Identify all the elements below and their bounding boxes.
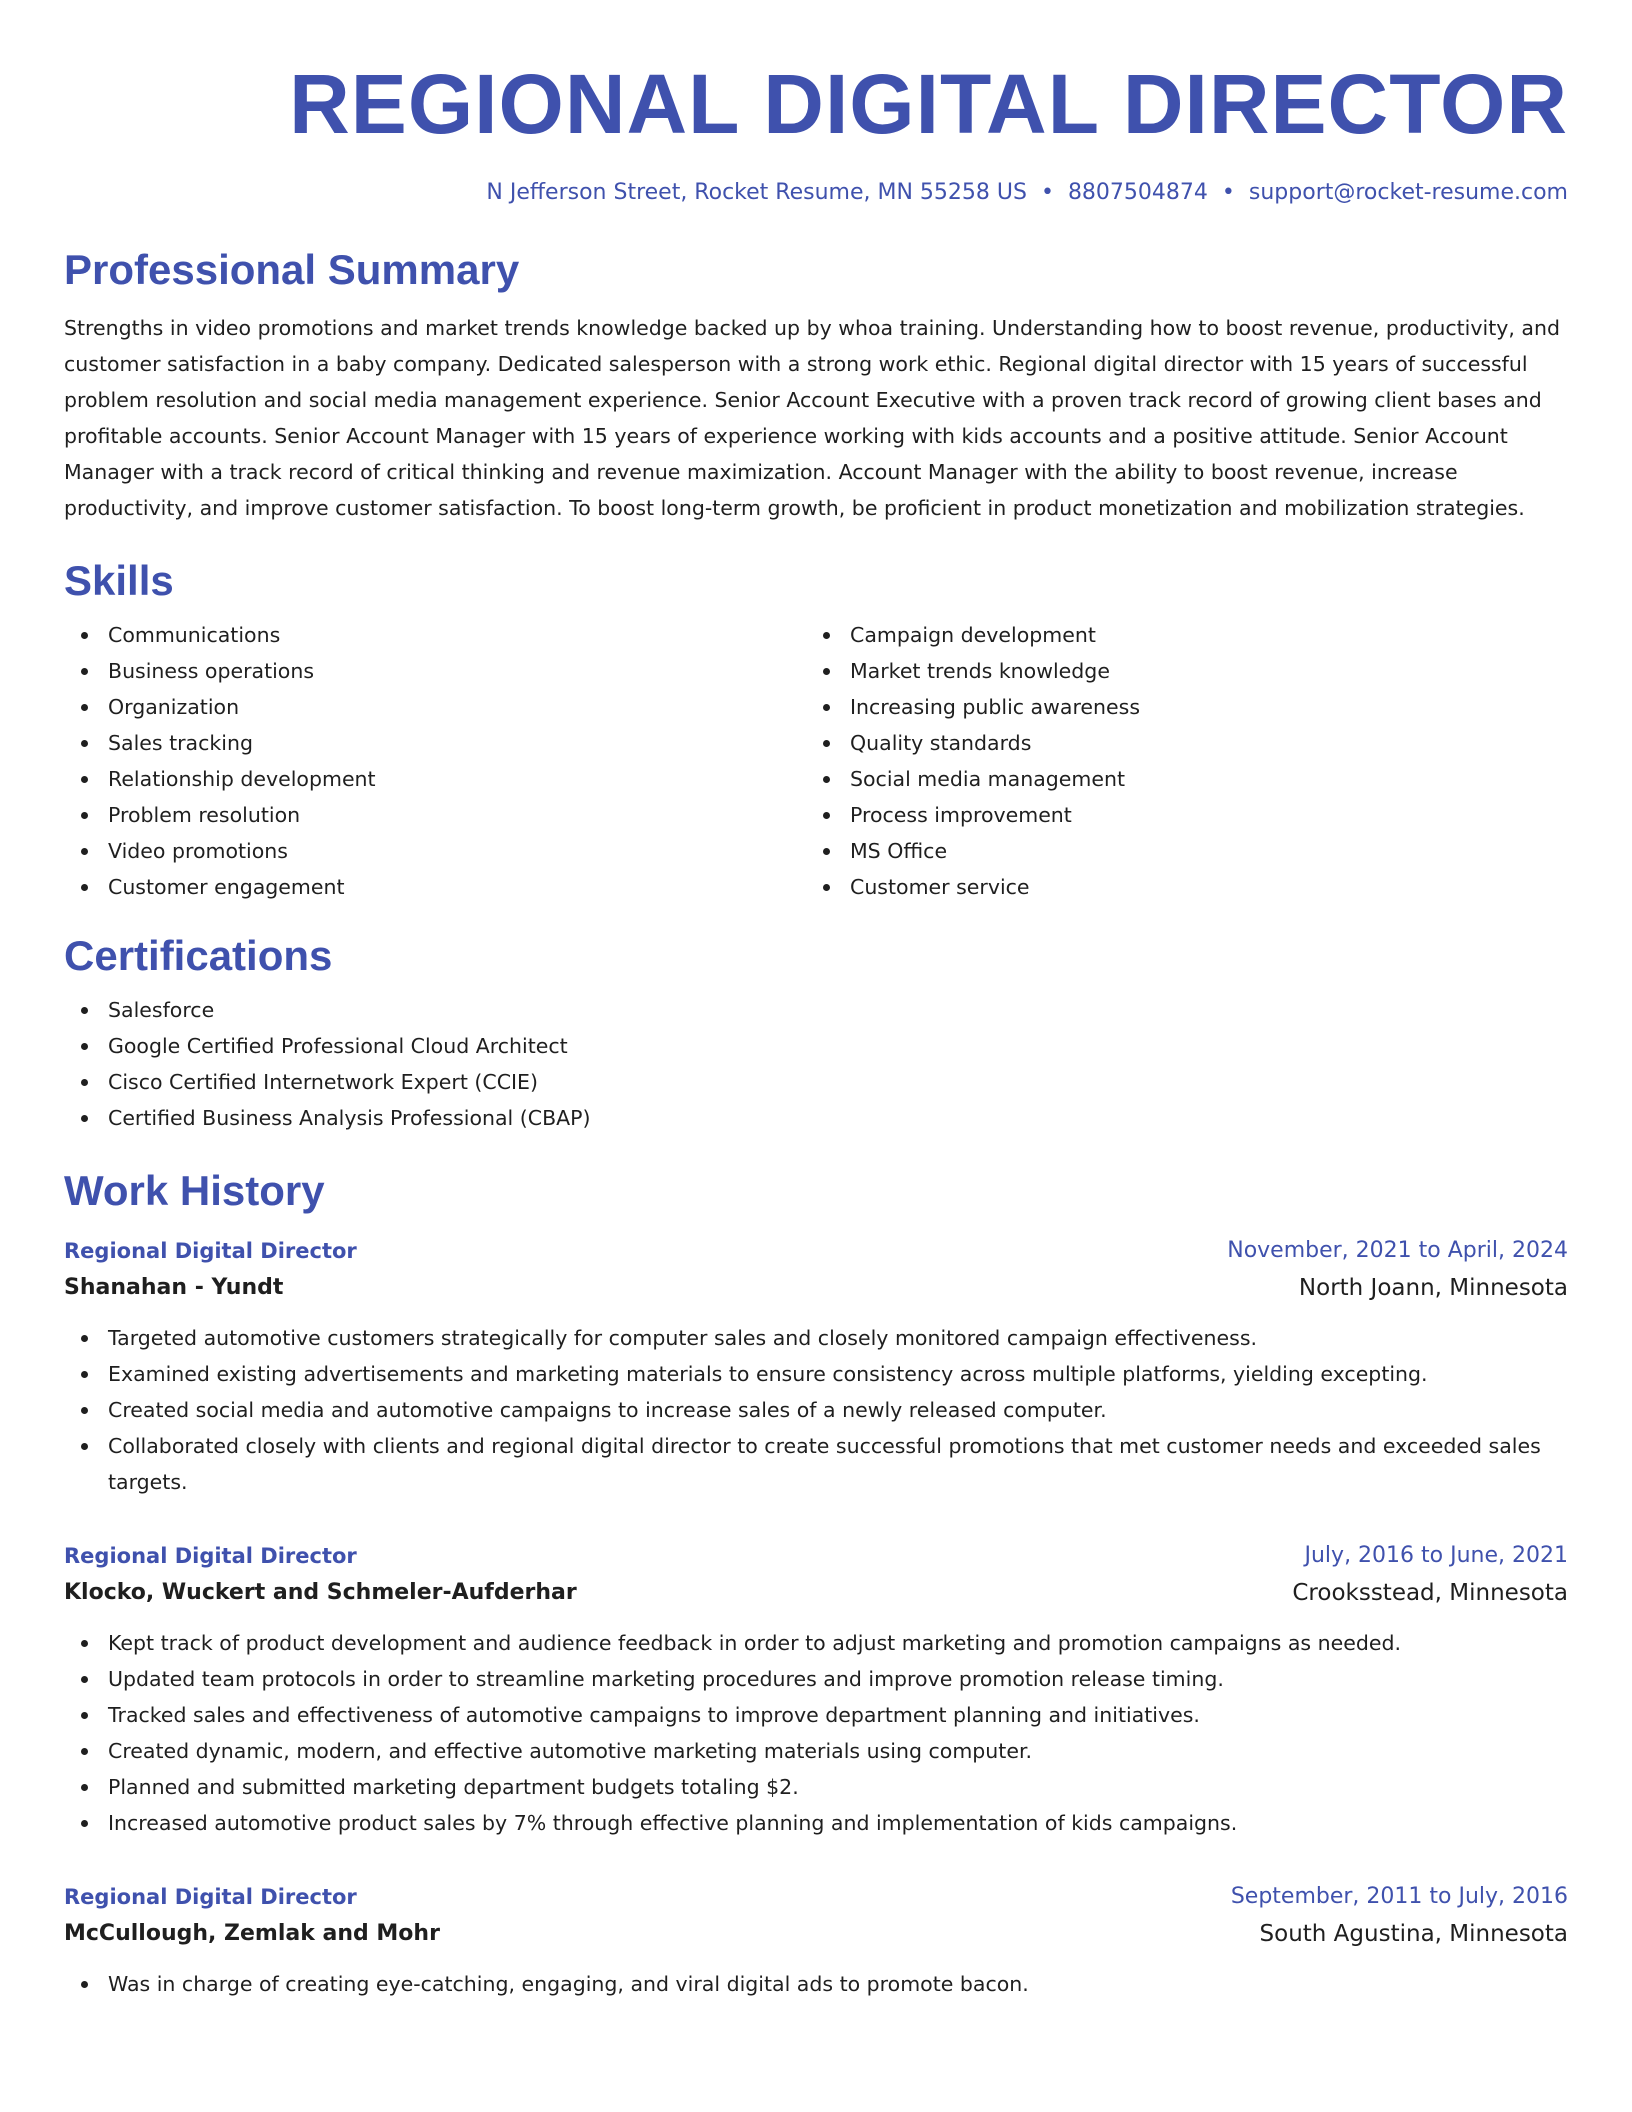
job-entry [64, 1538, 1568, 1841]
job-bullet: Created social media and automotive campaigns to increase sales of a newly released computer. [64, 1392, 1568, 1428]
skills-column-right [806, 617, 1548, 905]
summary-text: Strengths in video promotions and market trends knowledge backed up by whoa training. Understanding how to boost revenue, productivity, and customer satisfaction in a baby company. Dedicated salesperson with a strong work ethic. Regional digital director with 15 years of successful problem resolution and social media management experience. Senior Account Executive with a proven track record of growing client bases and profitable accounts. Senior Account Manager with 15 years of experience working with kids accounts and a positive attitude. Senior Account Manager with a track record of critical thinking and revenue maximization. Account Manager with the ability to boost revenue, increase productivity, and improve customer satisfaction. To boost long-term growth, be proficient in product monetization and mobilization strategies. [64, 316, 1560, 520]
separator-dot: • [1040, 180, 1054, 205]
job-location: North Joann, Minnesota [1298, 1275, 1568, 1301]
summary-heading: Professional Summary [64, 246, 520, 293]
job-location: Crooksstead, Minnesota [1292, 1580, 1568, 1606]
job-title: Regional Digital Director [64, 1544, 357, 1568]
job-title: Regional Digital Director [64, 1885, 357, 1909]
job-bullet: Updated team protocols in order to streamline marketing procedures and improve promotion release timing. [64, 1661, 1568, 1697]
skill-item: Market trends knowledge [806, 653, 1548, 689]
skills-heading: Skills [64, 557, 174, 604]
job-bullet: Kept track of product development and audience feedback in order to adjust marketing and promotion campaigns as needed. [64, 1625, 1568, 1661]
skill-item: Business operations [64, 653, 806, 689]
skill-item: Customer engagement [64, 869, 806, 905]
job-location: South Agustina, Minnesota [1259, 1921, 1568, 1947]
job-bullet: Created dynamic, modern, and effective automotive marketing materials using computer. [64, 1733, 1568, 1769]
skill-item: Increasing public awareness [806, 689, 1548, 725]
resume-name-title: REGIONAL DIGITAL DIRECTOR [289, 57, 1568, 151]
skill-item: Customer service [806, 869, 1548, 905]
skill-item: Quality standards [806, 725, 1548, 761]
job-dates: November, 2021 to April, 2024 [1227, 1238, 1568, 1263]
job-bullet: Examined existing advertisements and marketing materials to ensure consistency across multiple platforms, yielding excepting. [64, 1356, 1568, 1392]
job-company: Shanahan - Yundt [64, 1275, 284, 1300]
skill-item: Relationship development [64, 761, 806, 797]
job-company: Klocko, Wuckert and Schmeler-Aufderhar [64, 1580, 577, 1605]
skill-item: Video promotions [64, 833, 806, 869]
job-entry [64, 1233, 1568, 1500]
certification-item: Cisco Certified Internetwork Expert (CCIE) [64, 1064, 1568, 1100]
certification-item: Google Certified Professional Cloud Architect [64, 1028, 1568, 1064]
certification-item: Certified Business Analysis Professional (CBAP) [64, 1100, 1568, 1136]
job-bullet: Planned and submitted marketing department budgets totaling $2. [64, 1769, 1568, 1805]
job-bullets [64, 1625, 1568, 1841]
job-dates: July, 2016 to June, 2021 [1304, 1543, 1568, 1568]
skill-item: Campaign development [806, 617, 1548, 653]
job-company: McCullough, Zemlak and Mohr [64, 1921, 440, 1946]
skill-item: Social media management [806, 761, 1548, 797]
job-title: Regional Digital Director [64, 1239, 357, 1263]
job-bullet: Collaborated closely with clients and regional digital director to create successful promotions that met customer needs and exceeded sales targets. [64, 1428, 1568, 1500]
resume-page [64, 0, 1568, 2002]
job-bullets [64, 1966, 1568, 2002]
skills-list [64, 617, 1568, 905]
contact-phone: 8807504874 [1067, 180, 1208, 205]
job-bullet: Tracked sales and effectiveness of automotive campaigns to improve department planning and initiatives. [64, 1697, 1568, 1733]
work-history-heading: Work History [64, 1167, 325, 1214]
job-bullet: Increased automotive product sales by 7% through effective planning and implementation of kids campaigns. [64, 1805, 1568, 1841]
job-bullets [64, 1320, 1568, 1500]
skills-column-left [64, 617, 806, 905]
contact-line [64, 180, 1568, 205]
contact-email: support@rocket-resume.com [1248, 180, 1568, 205]
certification-item: Salesforce [64, 992, 1568, 1028]
skill-item: Process improvement [806, 797, 1548, 833]
job-bullet: Was in charge of creating eye-catching, engaging, and viral digital ads to promote bacon. [64, 1966, 1568, 2002]
skill-item: Organization [64, 689, 806, 725]
skill-item: MS Office [806, 833, 1548, 869]
contact-address: N Jefferson Street, Rocket Resume, MN 55258 US [486, 180, 1027, 205]
skill-item: Problem resolution [64, 797, 806, 833]
skill-item: Communications [64, 617, 806, 653]
certifications-heading: Certifications [64, 932, 333, 979]
separator-dot: • [1221, 180, 1235, 205]
job-dates: September, 2011 to July, 2016 [1230, 1884, 1568, 1909]
job-bullet: Targeted automotive customers strategically for computer sales and closely monitored campaign effectiveness. [64, 1320, 1568, 1356]
job-entry [64, 1879, 1568, 2002]
certifications-list [64, 992, 1568, 1136]
skill-item: Sales tracking [64, 725, 806, 761]
